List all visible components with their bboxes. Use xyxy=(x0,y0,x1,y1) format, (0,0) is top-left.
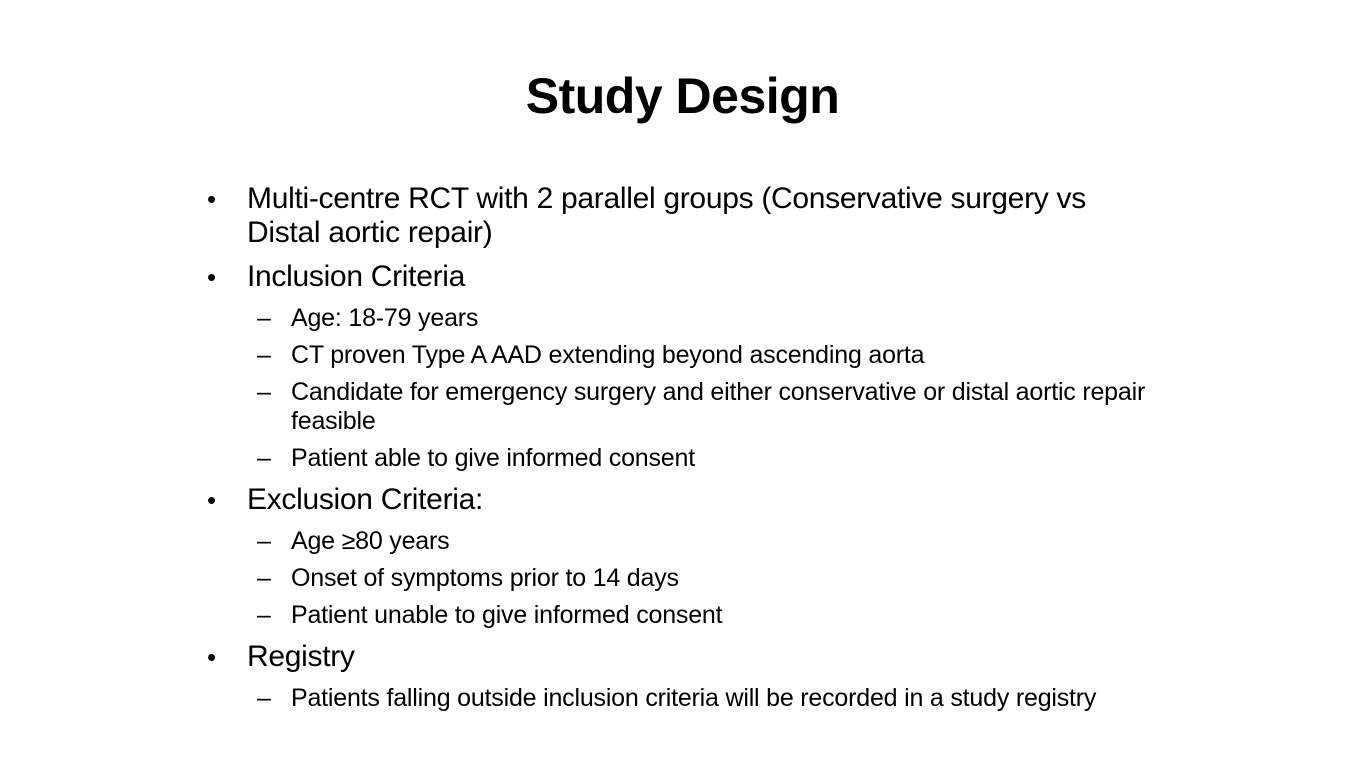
sub-bullet-text: Candidate for emergency surgery and either conservative or distal aortic repair feasible xyxy=(291,378,1146,435)
bullet-text: Registry xyxy=(247,640,355,673)
dash-icon: – xyxy=(257,527,271,555)
bullet-icon: • xyxy=(207,642,216,672)
dash-icon: – xyxy=(257,601,271,629)
dash-icon: – xyxy=(257,341,271,369)
bullet-registry xyxy=(205,640,1165,674)
sub-bullet xyxy=(205,341,1165,370)
dash-icon: – xyxy=(257,304,271,332)
bullet-icon: • xyxy=(207,262,216,292)
bullet-icon: • xyxy=(207,184,216,214)
sub-bullet xyxy=(205,601,1165,630)
sub-bullet xyxy=(205,304,1165,333)
sub-bullet xyxy=(205,527,1165,556)
sub-bullet-text: Patient unable to give informed consent xyxy=(291,601,723,629)
sub-bullet-text: Age ≥80 years xyxy=(291,527,450,555)
dash-icon: – xyxy=(257,684,271,712)
sub-bullet xyxy=(205,378,1165,436)
bullet-exclusion-criteria xyxy=(205,483,1165,517)
bullet-icon: • xyxy=(207,485,216,515)
sub-bullet-text: Age: 18-79 years xyxy=(291,304,479,332)
sub-bullet-text: Patient able to give informed consent xyxy=(291,444,695,472)
dash-icon: – xyxy=(257,564,271,592)
sub-bullet-text: Onset of symptoms prior to 14 days xyxy=(291,564,679,592)
sub-bullet xyxy=(205,564,1165,593)
sub-bullet-text: Patients falling outside inclusion criteria will be recorded in a study registry xyxy=(291,684,1097,712)
bullet-text: Inclusion Criteria xyxy=(247,260,466,293)
bullet-text: Multi-centre RCT with 2 parallel groups (Conservative surgery vs Distal aortic repair) xyxy=(247,182,1086,249)
bullet-design xyxy=(205,182,1165,250)
sub-bullet xyxy=(205,684,1165,713)
sub-bullet xyxy=(205,444,1165,473)
bullet-inclusion-criteria xyxy=(205,260,1165,294)
slide-content xyxy=(205,182,1165,713)
dash-icon: – xyxy=(257,378,271,406)
bullet-text: Exclusion Criteria: xyxy=(247,483,484,516)
sub-bullet-text: CT proven Type A AAD extending beyond ascending aorta xyxy=(291,341,925,369)
dash-icon: – xyxy=(257,444,271,472)
slide-title: Study Design xyxy=(525,68,840,124)
